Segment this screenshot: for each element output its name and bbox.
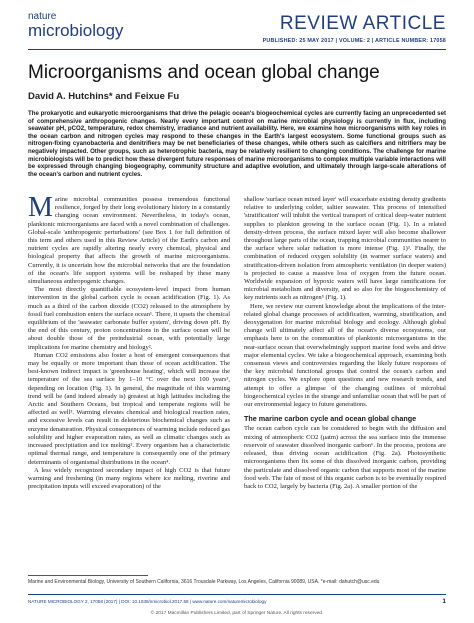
body-paragraph: A less widely recognized secondary impact of high CO2 is that future warming and freshening (in many regions where ice melting, riverine and precipitation inputs will exceed evaporation) of the (28, 466, 230, 491)
author-affiliation: Marine and Environmental Biology, University of Southern California, 3616 Trousdale Parkway, Los Angeles, California 90089, USA. *e-mail: dahutch@usc.edu (28, 579, 380, 585)
affiliation-divider (28, 575, 148, 576)
article-title: Microorganisms and ocean global change (28, 62, 380, 83)
article-type-label: REVIEW ARTICLE (279, 13, 446, 34)
footer-divider (28, 594, 446, 595)
left-column (28, 192, 230, 491)
body-paragraph: The most directly quantifiable ecosystem-level impact from human intervention in the global carbon cycle is ocean acidification (Fig. 1). As much as a third of the carbon dioxide (CO2) released to the atmosphere by fossil fuel combustion enters the surface ocean¹. There, it upsets the chemical equilibrium of the 'seawater carbonate buffer system', driving down pH. By the end of this century, proton concentrations in the surface ocean will be about double those of the preindustrial ocean, with potentially large implications for marine chemistry and biology². (28, 286, 230, 351)
section-heading: The marine carbon cycle and ocean global change (244, 414, 417, 424)
article-authors[interactable]: David A. Hutchins* and Feixue Fu (28, 91, 180, 102)
drop-cap: M (28, 192, 53, 223)
journal-logo-top: nature (28, 11, 57, 22)
body-paragraph: shallow 'surface ocean mixed layer' will exacerbate existing density gradients relative to underlying colder, saltier seawater. This process of intensified 'stratification' will inhibit the vertical transport of critical deep-water nutrient supplies to plankton growing in the surface ocean (Fig. 1). In a related density-driven process, the surface mixed layer will also become shallower throughout large parts of the ocean, trapping microbial communities nearer to the surface where solar radiation is more intense (Fig. 1)³. Finally, the combination of reduced oxygen solubility (in warmer surface waters) and stratification-driven isolation from atmospheric ventilation (in deeper waters) is projected to cause a massive loss of oxygen from the future ocean. Worldwide expansion of hypoxic waters will have large ramifications for microbial metabolism and diversity, and so also for the biogeochemistry of key nutrients such as nitrogen⁵ (Fig. 1). (244, 196, 446, 302)
intro-paragraph (28, 192, 230, 286)
header-divider (28, 49, 446, 50)
page-number: 1 (442, 598, 446, 605)
article-abstract: The prokaryotic and eukaryotic microorganisms that drive the pelagic ocean's biogeochemical cycles are currently facing an unprecedented set of comprehensive anthropogenic changes. Nearly every important control on marine microbial physiology is currently in flux, including seawater pH, pCO2, temperature, redox chemistry, irradiance and nutrient availability. Here, we examine how microorganisms with key roles in the ocean carbon and nitrogen cycles may respond to these changes in the Earth's largest ecosystem. Some functional groups such as nitrogen-fixing cyanobacteria and denitrifiers may be net beneficiaries of these changes, while others such as calcifiers and nitrifiers may be negatively impacted. Other groups, such as heterotrophic bacteria, may be relatively resilient to changing conditions. The challenge for marine microbiologists will be to predict how these divergent future responses of marine microorganisms to complex multiple variable interactions will be expressed through changing biogeography, community structure and adaptive evolution, and ultimately through large-scale alterations of the ocean's carbon and nutrient cycles. (28, 110, 446, 178)
body-paragraph: Human CO2 emissions also foster a host of emergent consequences that may be equally or more important than those of ocean acidification. The best-known indirect impact is 'greenhouse heating', which will increase the temperature of the sea surface by 1–10 °C over the next 100 years³, depending on location (Fig. 1). In general, the magnitude of this warming trend will be (and indeed already is) greatest at high latitudes including the Arctic and Southern Oceans, but tropical and temperate regions will be affected as well³. Warming elevates chemical and biological reaction rates, and excessive levels can result in deleterious biochemical changes such as enzyme denaturation. Physical consequences of warming include reduced gas solubility and higher evaporation rates, as well as climatic changes such as increased precipitation and ice melting³. Every organism has a characteristic optimal thermal range, and temperature is consequently one of the primary determinants of organismal distributions in the ocean⁴. (28, 351, 230, 466)
journal-logo[interactable] (28, 12, 123, 40)
intro-paragraph-text: arine microbial communities possess tremendous functional resilience, forged by their long evolutionary history in a constantly changing ocean environment. Nevertheless, in today's ocean, planktonic microorganisms are faced with a novel combination of challenges. Global-scale 'anthropogenic perturbations' (see Box 1 for full definition of this term and others used in this Review Article) of the Earth's carbon and nutrient cycles are rapidly altering nearly every chemical, physical and biological property that affects the growth of marine microorganisms. Currently, it is uncertain how the microbial networks that are the foundation of the ocean's life support systems will be reshaped by these many simultaneous anthropogenic changes. (28, 196, 230, 286)
publication-info: PUBLISHED: 25 MAY 2017 | VOLUME: 2 | ARTICLE NUMBER: 17058 (262, 38, 446, 44)
right-column (244, 196, 446, 491)
footer-citation[interactable]: NATURE MICROBIOLOGY 2, 17058 (2017) | DOI: 10.1038/nmicrobiol.2017.58 | www.nature.com/naturemicrobiology (28, 599, 267, 604)
body-paragraph: The ocean carbon cycle can be considered to begin with the diffusion and mixing of atmospheric CO2 (μatm) across the sea surface into the immense reservoir of seawater dissolved inorganic carbon⁶. In the process, protons are released, thus driving ocean acidification (Fig. 2a). Photosynthetic microorganisms then fix some of this dissolved inorganic carbon, providing the particulate and dissolved organic carbon that supports most of the marine food web. The fate of most of this organic carbon is to be eventually respired back to CO2, largely by bacteria (Fig. 2a). A smaller portion of the (244, 425, 446, 490)
body-paragraph: Here, we review our current knowledge about the implications of the inter-related global change processes of acidification, warming, stratification, and deoxygenation for marine microbial biology and ecology. Although global change will ultimately affect all of the ocean's diverse ecosystems, our emphasis here is on the communities of planktonic microorganisms in the near-surface ocean that overwhelmingly support marine food webs and drive major elemental cycles. We take a biogeochemical approach, examining both consensus views and controversies regarding the likely future responses of the key microbial functional groups that control the ocean's carbon and nitrogen cycles. We explore open questions and new research trends, and attempt to offer a glimpse of the changing outlines of microbial biogeochemical cycles in the strange and unfamiliar ocean that will be part of our environmental legacy to future generations. (244, 302, 446, 409)
copyright-notice: © 2017 Macmillan Publishers Limited, part of Springer Nature. All rights reserved. (150, 611, 324, 616)
journal-logo-bottom: microbiology (28, 21, 124, 40)
